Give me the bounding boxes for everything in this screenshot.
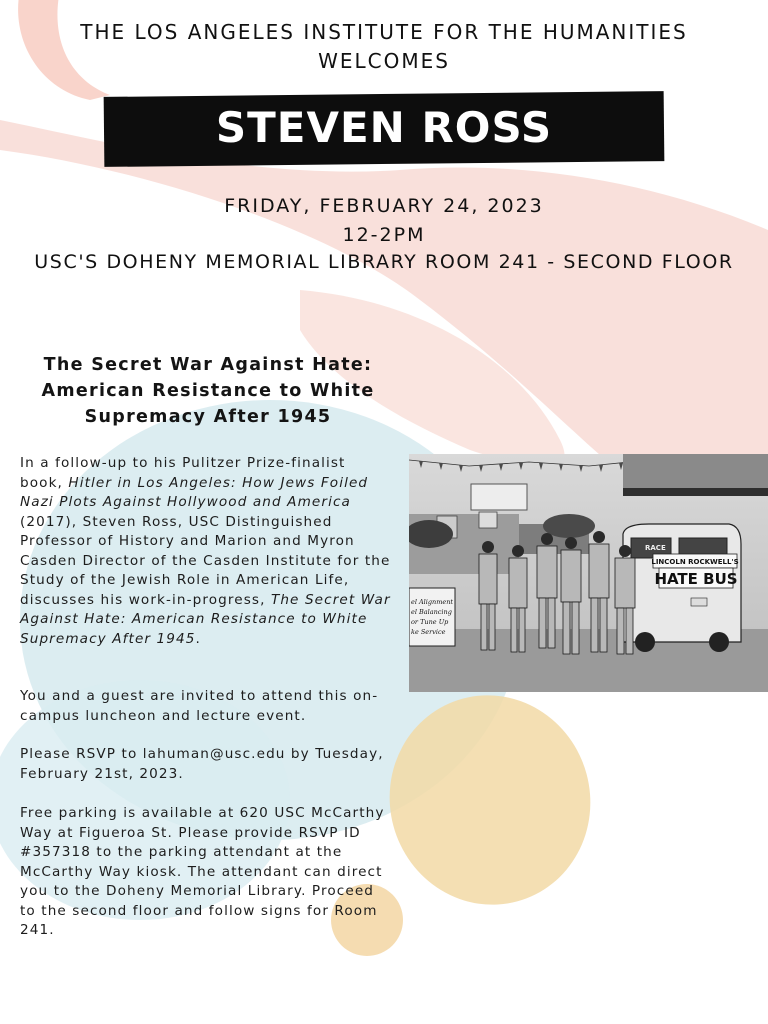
talk-title-line: The Secret War Against Hate:: [43, 355, 373, 375]
event-time: 12-2PM: [342, 224, 426, 246]
intro-text: In a follow-up to his Pulitzer Prize-finalist book,: [20, 455, 346, 491]
talk-title-line: Supremacy After 1945: [84, 407, 332, 427]
institute-heading: THE LOS ANGELES INSTITUTE FOR THE HUMANITIES: [80, 20, 688, 44]
hate-bus-text: HATE BUS: [654, 570, 738, 588]
race-sign-text: RACE: [645, 544, 666, 552]
talk-title: [18, 352, 398, 430]
speaker-name: STEVEN ROSS: [215, 103, 553, 152]
book-title: Hitler in Los Angeles: How Jews Foiled Nazi Plots Against Hollywood and America: [20, 474, 369, 510]
event-date: FRIDAY, FEBRUARY 24, 2023: [224, 195, 544, 217]
talk-title-line: American Resistance to White: [41, 381, 375, 401]
station-sign-line: el Balancing: [411, 608, 452, 616]
station-sign-line: ke Service: [411, 628, 446, 636]
intro-paragraph: [20, 454, 392, 649]
rsvp-paragraph: Please RSVP to lahuman@usc.edu by Tuesday, February 21st, 2023.: [20, 746, 384, 782]
invite-paragraph: You and a guest are invited to attend this on-campus luncheon and lecture event.: [20, 688, 379, 724]
station-sign-line: el Alignment: [411, 598, 453, 606]
intro-text: (2017), Steven Ross, USC Distinguished Professor of History and Marion and Myron Casden Director of the Casden Institute for the Study of the Jewish Role in American Life, discusses his work-in-progress,: [20, 513, 391, 608]
welcomes-heading: WELCOMES: [318, 49, 450, 73]
parking-paragraph: Free parking is available at 620 USC McCarthy Way at Figueroa St. Please provide RSVP ID #357318 to the parking attendant at the McCarthy Way kiosk. The attendant can direct you to the Doheny Memorial Library. Proceed to the second floor and follow signs for Room 241.: [20, 805, 385, 938]
work-title: The Secret War Against Hate: American Resistance to White Supremacy After 1945: [20, 591, 391, 647]
event-location: USC'S DOHENY MEMORIAL LIBRARY ROOM 241 - SECOND FLOOR: [34, 251, 734, 273]
intro-text: .: [195, 630, 201, 647]
station-sign-line: or Tune Up: [411, 618, 449, 626]
hate-bus-photo: [409, 454, 768, 692]
bus-banner-text: LINCOLN ROCKWELL'S: [651, 558, 739, 566]
